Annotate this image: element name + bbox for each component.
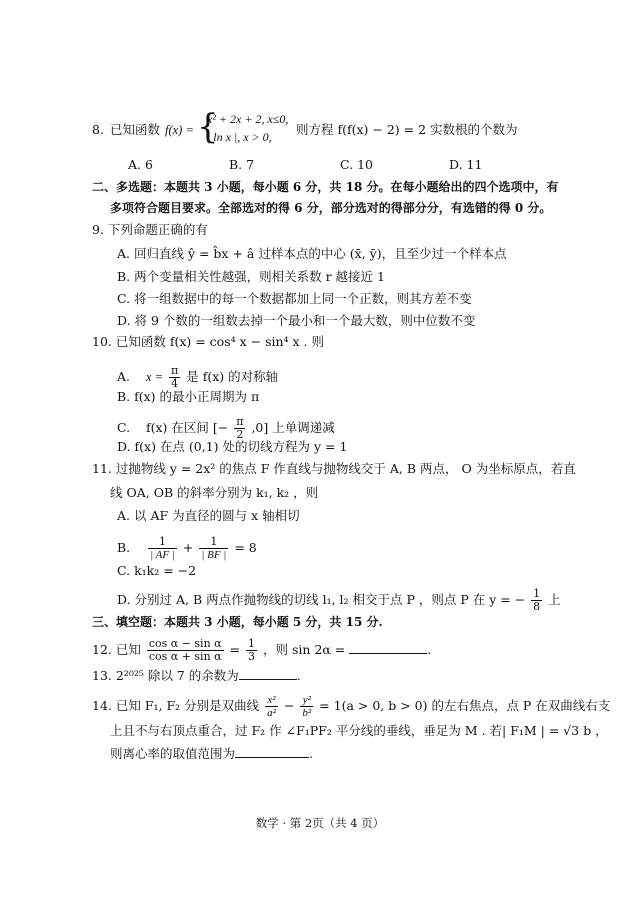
q12-fraction: $\frac{\text{cos α − sin α}}{\text{cos α + sin α}}$ [148,637,222,663]
q11-option-d [117,588,561,613]
q11-d-pre: D. 分别过 A, B 两点作抛物线的切线 l₁, l₂ 相交于点 P ，则点 P 在 y = − [117,592,526,607]
q10-c-label: C. [117,420,131,435]
q8-case2: | ln x |, x > 0, [207,130,272,144]
q14-pre: 14. 已知 F₁, F₂ 分别是双曲线 [92,698,260,713]
q12-post: ，则 sin 2α = [263,642,350,657]
page-footer: 数学 · 第 2页（共 4 页） [255,816,385,830]
q12-pre: 12. 已知 [92,642,141,657]
q10-option-c [117,416,335,441]
q10-option-d: D. f(x) 在点 (0,1) 处的切线方程为 y = 1 [117,439,348,454]
q10-c-pre: f(x) 在区间 [− [146,420,229,435]
q9-option-a: A. 回归直线 ŷ = b̂x + â 过样本点的中心 (x̄, ȳ)，且至少过一个样本点 [117,246,507,261]
q11-option-b [117,536,257,561]
q14-line3 [110,745,313,762]
q14-answer-blank[interactable] [235,745,309,758]
q12 [92,638,431,663]
q8-case1: x² + 2x + 2, x≤0, [207,112,289,126]
q11-d-post: 上 [548,592,561,607]
q14-minus: − [283,698,295,713]
q10-option-a [117,365,278,390]
q9-stem: 9. 下列命题正确的有 [92,222,208,237]
q14-line2: 上且不与右顶点重合，过 F₂ 作 ∠F₁PF₂ 平分线的垂线，垂足为 M . 若| F₁M | = √3 b ， [110,723,608,738]
q9-option-b: B. 两个变量相关性越强，则相关系数 r 越接近 1 [117,269,385,284]
section2-heading: 二、多选题：本题共 3 小题，每小题 6 分，共 18 分。在每小题给出的四个选项中，有 [92,180,559,194]
q13-text: 13. 2²⁰²⁵ 除以 7 的余数为 [92,668,239,683]
q12-equals: = [229,642,241,657]
q8-option-d: D. 11 [449,157,483,172]
q8-option-c: C. 10 [340,157,373,172]
q10-a-fraction: $\frac{\pi}{4}$ [171,364,179,390]
q13 [92,667,301,684]
piecewise-brace: { [197,107,219,147]
q8-number: 8. [92,122,104,137]
q11-b-fraction1: $\frac{1}{| AF |}$ [150,535,175,561]
q10-c-fraction: $\frac{\pi}{2}$ [236,415,244,441]
q12-end: . [427,642,432,657]
q14-line1 [92,694,610,719]
q10-a-pre: x = [145,370,164,384]
section2-rules: 多项符合题目要求。全部选对的得 6 分，部分选对的得部分分，有选错的得 0 分。 [110,201,552,215]
q10-a-post: 是 f(x) 的对称轴 [186,369,279,384]
q14-post: = 1(a > 0, b > 0) 的左右焦点，点 P 在双曲线右支 [319,698,611,713]
q11-option-c: C. k₁k₂ = −2 [117,563,197,578]
q14-end: . [309,746,313,761]
q14-y-fraction: $\frac{\text{y²}}{\text{b²}}$ [302,694,312,719]
q8-option-b: B. 7 [229,157,255,172]
q10-a-label: A. [117,369,131,384]
q14-x-fraction: $\frac{\text{x²}}{\text{a²}}$ [267,694,276,719]
q11-option-a: A. 以 AF 为直径的圆与 x 轴相切 [117,508,300,523]
q11-stem-line2: 线 OA, OB 的斜率分别为 k₁, k₂ ，则 [110,485,319,500]
q14-line3-text: 则离心率的取值范围为 [110,746,236,761]
q11-b-post: = 8 [234,540,257,555]
q13-end: . [296,668,301,683]
q8-fx: f(x) = [165,123,194,137]
q11-b-label: B. [117,540,131,555]
q12-ratio: $\frac{1}{3}$ [248,637,256,663]
q13-answer-blank[interactable] [239,667,297,680]
q8-option-a: A. 6 [128,157,153,172]
q10-stem: 10. 已知函数 f(x) = cos⁴ x − sin⁴ x . 则 [92,334,324,349]
q8-prefix: 已知函数 [110,122,161,137]
q9-option-d: D. 将 9 个数的一组数去掉一个最小和一个最大数，则中位数不变 [117,313,476,328]
q11-b-plus: + [182,540,194,555]
q11-stem-line1: 11. 过抛物线 y = 2x² 的焦点 F 作直线与抛物线交于 A, B 两点， O 为坐标原点，若直 [92,461,576,476]
q11-b-fraction2: $\frac{1}{| BF |}$ [201,535,227,561]
section3-heading: 三、填空题：本题共 3 小题，每小题 5 分，共 15 分. [92,615,383,629]
q8-post: 则方程 f(f(x) − 2) = 2 实数根的个数为 [296,122,518,137]
q9-option-c: C. 将一组数据中的每一个数据都加上同一个正数，则其方差不变 [117,291,472,306]
q12-answer-blank[interactable] [349,641,427,654]
q10-c-post: ,0] 上单调递减 [251,420,335,435]
q11-d-fraction: $\frac{1}{8}$ [533,587,541,613]
q10-option-b: B. f(x) 的最小正周期为 π [117,389,260,404]
